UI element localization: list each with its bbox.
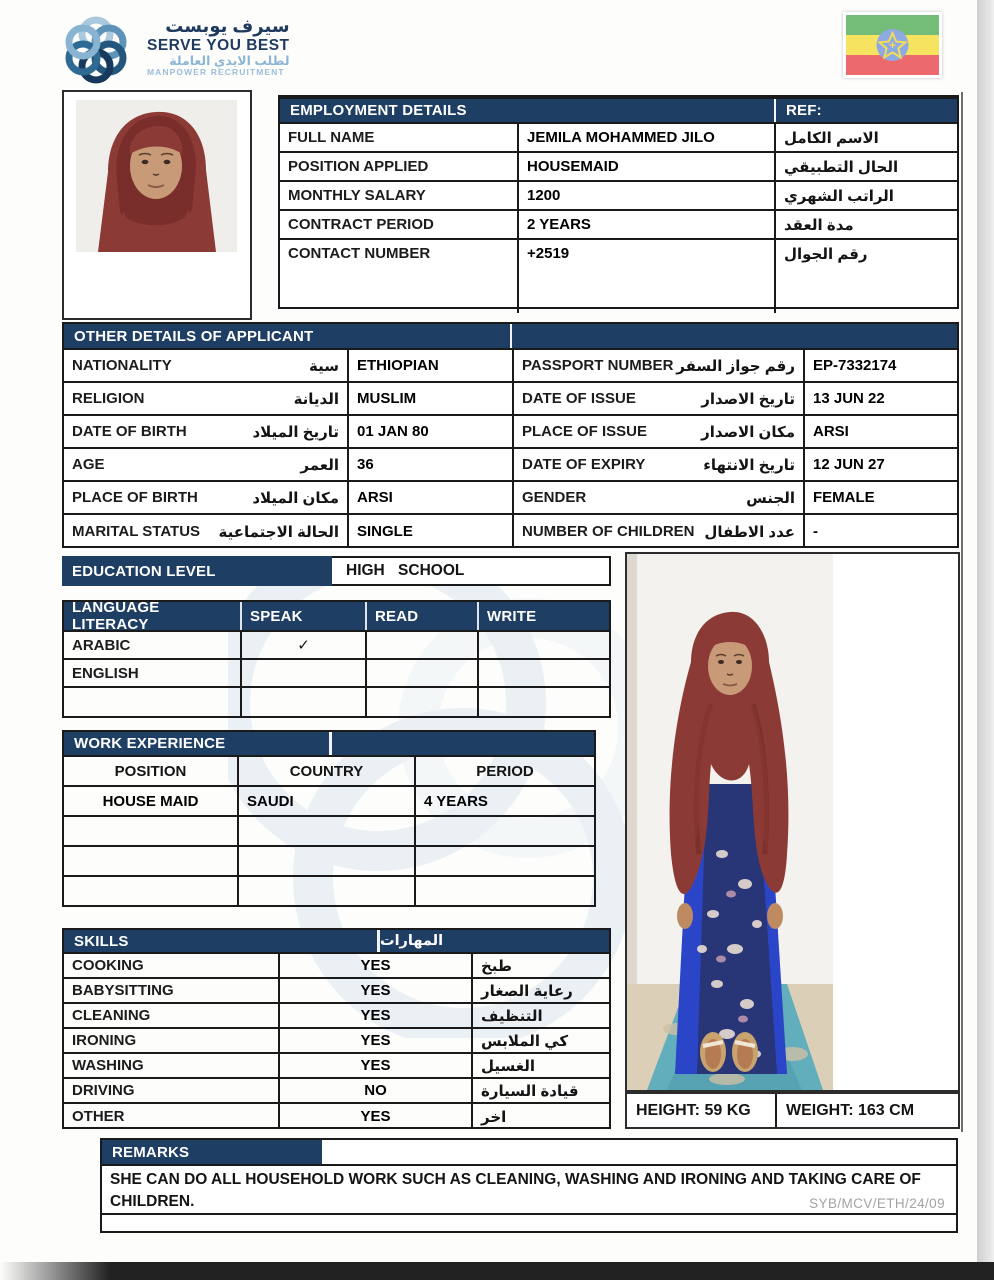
field-value: HOUSEMAID xyxy=(517,153,774,180)
field-label: PLACE OF BIRTH xyxy=(72,489,198,506)
field-value: MUSLIM xyxy=(347,383,512,414)
agency-logo xyxy=(55,6,325,88)
field-value: - xyxy=(803,515,957,548)
language-name: ENGLISH xyxy=(72,664,139,682)
table-row xyxy=(64,1104,609,1129)
remarks-text: SHE CAN DO ALL HOUSEHOLD WORK SUCH AS CLEANING, WASHING AND IRONING AND TAKING CARE OF CHILDREN. xyxy=(102,1164,956,1213)
field-label: DATE OF BIRTH xyxy=(72,423,187,440)
speak-cell xyxy=(240,688,365,716)
work-period xyxy=(414,847,594,875)
education-level-label: EDUCATION LEVEL xyxy=(62,556,332,586)
other-details-table xyxy=(62,322,959,548)
employment-header-row xyxy=(280,99,957,124)
field-label-arabic: الاسم الكامل xyxy=(774,124,957,151)
table-row xyxy=(280,182,957,211)
field-label: NATIONALITY xyxy=(72,357,172,374)
field-label: MONTHLY SALARY xyxy=(288,187,426,204)
language-literacy-table xyxy=(62,600,611,718)
skill-value: YES xyxy=(278,1004,471,1027)
scan-edge-right xyxy=(977,0,994,1280)
field-label: CONTACT NUMBER xyxy=(288,245,431,262)
field-label-arabic: مدة العقد xyxy=(774,211,957,238)
skills-header-row xyxy=(64,930,609,954)
skill-label: BABYSITTING xyxy=(72,982,174,999)
column-header: WRITE xyxy=(477,602,609,630)
work-period: 4 YEARS xyxy=(414,787,594,815)
skill-label-arabic: قيادة السيارة xyxy=(471,1079,609,1102)
write-cell xyxy=(477,632,609,658)
table-row xyxy=(280,124,957,153)
field-label-arabic: تاريخ الميلاد xyxy=(252,423,339,441)
field-value: 12 JUN 27 xyxy=(803,449,957,480)
field-label: NUMBER OF CHILDREN xyxy=(522,523,695,540)
employment-header: EMPLOYMENT DETAILS xyxy=(290,102,467,119)
field-value: 36 xyxy=(347,449,512,480)
field-value: FEMALE xyxy=(803,482,957,513)
field-label-arabic: الجنس xyxy=(746,489,795,507)
column-header: READ xyxy=(365,602,477,630)
applicant-portrait-photo xyxy=(62,90,252,320)
write-cell xyxy=(477,688,609,716)
field-value: 01 JAN 80 xyxy=(347,416,512,447)
write-cell xyxy=(477,660,609,686)
skill-value: YES xyxy=(278,979,471,1002)
work-columns-row xyxy=(64,757,594,787)
logo-subtitle-arabic: لطلب الايدي العاملة xyxy=(169,54,290,68)
education-level-bar xyxy=(62,556,611,586)
field-value: +2519 xyxy=(517,240,774,313)
table-row xyxy=(64,515,957,548)
table-row xyxy=(64,632,609,660)
field-value: SINGLE xyxy=(347,515,512,548)
education-level-value: HIGH SCHOOL xyxy=(332,556,611,586)
table-row xyxy=(64,350,957,383)
field-value: 2 YEARS xyxy=(517,211,774,238)
work-experience-table xyxy=(62,730,596,907)
weight-value: WEIGHT: 163 CM xyxy=(786,1101,915,1119)
field-label-arabic: الديانة xyxy=(293,390,339,408)
field-label: MARITAL STATUS xyxy=(72,523,201,540)
skill-label: CLEANING xyxy=(72,1007,151,1024)
scan-edge-bottom-fade xyxy=(0,1262,110,1280)
field-value: EP-7332174 xyxy=(803,350,957,381)
field-value: ETHIOPIAN xyxy=(347,350,512,381)
skill-label-arabic: طبخ xyxy=(471,954,609,977)
field-label-arabic: مكان الاصدار xyxy=(701,423,795,441)
field-label: RELIGION xyxy=(72,390,145,407)
body-stats-bar xyxy=(625,1092,960,1129)
remarks-empty-row xyxy=(102,1213,956,1231)
field-label-arabic: عدد الاطفال xyxy=(704,523,795,541)
field-label-arabic: سية xyxy=(309,357,339,375)
remarks-header: REMARKS xyxy=(102,1140,322,1164)
table-row-empty xyxy=(64,817,594,847)
scan-edge-line xyxy=(961,92,963,1132)
field-label-arabic: مكان الميلاد xyxy=(252,489,339,507)
field-value: ARSI xyxy=(347,482,512,513)
other-details-header-row xyxy=(64,324,957,350)
table-row xyxy=(64,1004,609,1029)
work-country: SAUDI xyxy=(237,787,414,815)
table-row-empty xyxy=(64,877,594,907)
skill-value: YES xyxy=(278,1104,471,1129)
table-row xyxy=(64,1054,609,1079)
read-cell xyxy=(365,688,477,716)
field-label: AGE xyxy=(72,456,105,473)
logo-title-arabic: سيرف يوبست xyxy=(165,16,290,37)
field-value: 1200 xyxy=(517,182,774,209)
field-label-arabic: رقم الجوال xyxy=(774,240,957,313)
remarks-header-row xyxy=(102,1140,956,1164)
skills-header: SKILLS xyxy=(64,930,380,952)
table-row xyxy=(64,482,957,515)
skill-value: YES xyxy=(278,1054,471,1077)
skill-label: IRONING xyxy=(72,1032,137,1049)
skill-label: DRIVING xyxy=(72,1082,135,1099)
skills-table xyxy=(62,928,611,1129)
work-position xyxy=(64,877,237,907)
field-label-arabic: رقم جواز السفر xyxy=(676,357,795,375)
work-period xyxy=(414,817,594,845)
table-row xyxy=(280,153,957,182)
field-label-arabic: تاريخ الاصدار xyxy=(701,390,795,408)
field-label-arabic: العمر xyxy=(300,456,339,474)
table-row xyxy=(64,1029,609,1054)
field-label: DATE OF ISSUE xyxy=(522,390,636,407)
employment-details-table xyxy=(278,95,959,309)
work-country xyxy=(237,877,414,907)
table-row xyxy=(64,1079,609,1104)
field-label: DATE OF EXPIRY xyxy=(522,456,646,473)
field-value: ARSI xyxy=(803,416,957,447)
table-row xyxy=(64,416,957,449)
language-name: ARABIC xyxy=(72,636,131,654)
work-experience-header-spacer xyxy=(332,732,594,755)
work-position: HOUSE MAID xyxy=(102,792,199,810)
skill-value: YES xyxy=(278,1029,471,1052)
work-country xyxy=(237,847,414,875)
column-header: SPEAK xyxy=(240,602,365,630)
logo-title-english: SERVE YOU BEST xyxy=(147,36,290,54)
table-row-empty xyxy=(64,847,594,877)
skill-label-arabic: كي الملابس xyxy=(471,1029,609,1052)
language-header-row xyxy=(64,599,609,633)
column-header: PERIOD xyxy=(414,757,594,785)
speak-checkmark: ✓ xyxy=(240,632,365,658)
speak-cell xyxy=(240,660,365,686)
skill-value: YES xyxy=(278,954,471,977)
other-details-header: OTHER DETAILS OF APPLICANT xyxy=(74,327,314,345)
work-experience-header: WORK EXPERIENCE xyxy=(64,732,332,755)
column-header: POSITION xyxy=(114,762,187,780)
skill-label-arabic: التنظيف xyxy=(471,1004,609,1027)
work-country xyxy=(237,817,414,845)
field-label-arabic: الحالة الاجتماعية xyxy=(218,523,339,541)
work-position xyxy=(64,817,237,845)
applicant-fullbody-photo xyxy=(625,552,960,1092)
ethiopia-flag xyxy=(843,12,942,78)
field-label-arabic: الحال التطبيقي xyxy=(774,153,957,180)
skill-value: NO xyxy=(278,1079,471,1102)
table-row xyxy=(64,787,594,817)
other-details-header-spacer xyxy=(510,324,957,348)
read-cell xyxy=(365,660,477,686)
field-label: FULL NAME xyxy=(288,129,375,146)
field-label: GENDER xyxy=(522,489,587,506)
skill-label-arabic: رعاية الصغار xyxy=(471,979,609,1002)
table-row xyxy=(64,979,609,1004)
field-label: POSITION APPLIED xyxy=(288,158,429,175)
field-value: JEMILA MOHAMMED JILO xyxy=(517,124,774,151)
table-row-empty xyxy=(64,688,609,716)
field-value: 13 JUN 22 xyxy=(803,383,957,414)
skills-header-arabic: المهارات xyxy=(380,930,609,952)
table-row xyxy=(64,954,609,979)
skill-label-arabic: اخر xyxy=(471,1104,609,1129)
field-label: PASSPORT NUMBER xyxy=(522,357,674,374)
scan-edge-bottom xyxy=(0,1262,994,1280)
remarks-section xyxy=(100,1138,958,1233)
table-row xyxy=(280,211,957,240)
column-header: COUNTRY xyxy=(237,757,414,785)
field-label: PLACE OF ISSUE xyxy=(522,423,648,440)
field-label: CONTRACT PERIOD xyxy=(288,216,434,233)
agency-logo-icon xyxy=(55,6,137,88)
table-row xyxy=(280,240,957,313)
document-reference-code: SYB/MCV/ETH/24/09 xyxy=(809,1196,945,1211)
table-row xyxy=(64,383,957,416)
field-label-arabic: الراتب الشهري xyxy=(774,182,957,209)
height-value: HEIGHT: 59 KG xyxy=(627,1094,777,1127)
language-name xyxy=(64,688,240,716)
skill-label: WASHING xyxy=(72,1057,144,1074)
column-header: LANGUAGE LITERACY xyxy=(72,599,160,633)
work-position xyxy=(64,847,237,875)
skill-label-arabic: الغسيل xyxy=(471,1054,609,1077)
field-label-arabic: تاريخ الانتهاء xyxy=(703,456,795,474)
table-row xyxy=(64,660,609,688)
ref-label: REF: xyxy=(774,99,957,122)
skill-label: OTHER xyxy=(72,1108,125,1125)
work-period xyxy=(414,877,594,907)
table-row xyxy=(64,449,957,482)
skill-label: COOKING xyxy=(72,957,144,974)
read-cell xyxy=(365,632,477,658)
logo-subtitle-english: MANPOWER RECRUITMENT xyxy=(147,67,285,77)
work-experience-header-row xyxy=(64,732,594,757)
